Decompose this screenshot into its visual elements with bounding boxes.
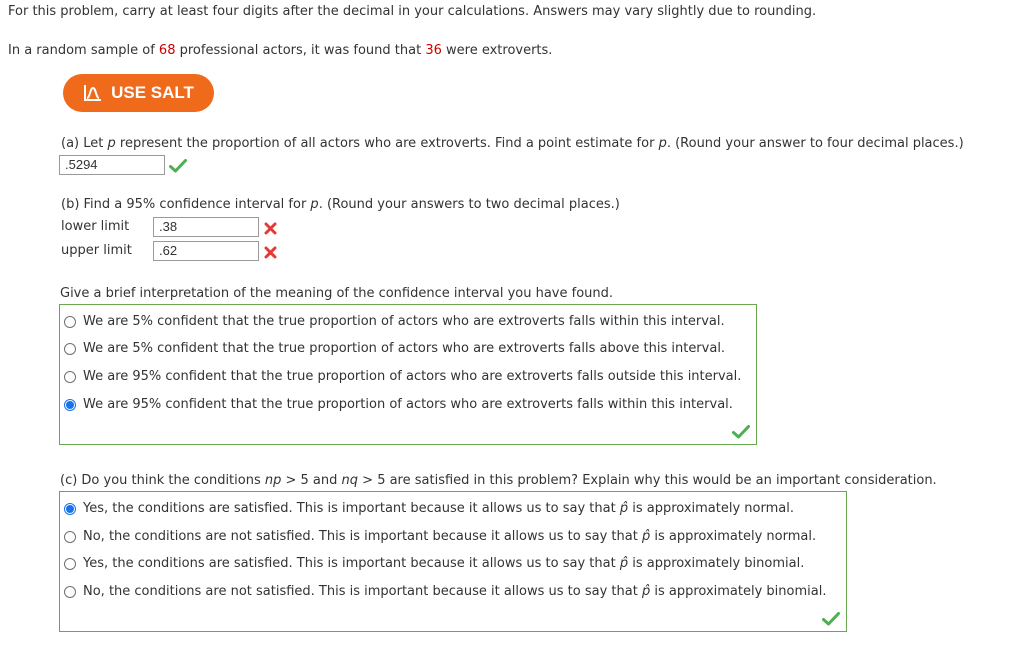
conditions-option-4[interactable]	[64, 584, 826, 599]
interpretation-option-4[interactable]	[64, 397, 733, 412]
part-a-var: p	[107, 136, 116, 151]
part-b-text-2: . (Round your answers to two decimal places.)	[318, 197, 620, 212]
checkmark-icon	[822, 612, 840, 626]
radio-button[interactable]	[64, 558, 76, 570]
checkmark-icon	[169, 159, 187, 173]
use-salt-button[interactable]	[63, 74, 214, 112]
point-estimate-input[interactable]: .5294	[59, 155, 165, 175]
option-label: Yes, the conditions are satisfied. This is important because it allows us to say that p̂ is approximately binomial.	[83, 556, 805, 571]
part-a-text-1: (a) Let	[61, 136, 108, 151]
lower-limit-input[interactable]: .38	[153, 217, 259, 237]
conditions-option-1[interactable]	[64, 501, 794, 516]
option-label: We are 5% confident that the true proportion of actors who are extroverts falls within this interval.	[83, 314, 725, 329]
part-b-question	[61, 197, 620, 213]
radio-button[interactable]	[64, 586, 76, 598]
conditions-option-2[interactable]	[64, 529, 816, 544]
option-label: We are 95% confident that the true proportion of actors who are extroverts falls outside this interval.	[83, 369, 742, 384]
part-a-text-3: . (Round your answer to four decimal places.)	[666, 136, 964, 151]
instructions-text: For this problem, carry at least four digits after the decimal in your calculations. Answers may vary slightly due to rounding.	[8, 4, 817, 19]
problem-middle: professional actors, it was found that	[175, 43, 426, 58]
problem-prefix: In a random sample of	[8, 43, 159, 58]
part-c-text-3: > 5 are satisfied in this problem? Explain why this would be an important consideration.	[358, 473, 937, 488]
part-c-text-1: (c) Do you think the conditions	[60, 473, 265, 488]
salt-chart-icon	[83, 84, 103, 102]
problem-suffix: were extroverts.	[441, 43, 553, 58]
x-mark-icon	[264, 222, 277, 235]
problem-statement	[8, 43, 552, 59]
part-b-text-1: (b) Find a 95% confidence interval for	[61, 197, 311, 212]
interpretation-option-3[interactable]	[64, 369, 741, 384]
x-mark-icon	[264, 246, 277, 259]
radio-button[interactable]	[64, 531, 76, 543]
upper-limit-label: upper limit	[61, 243, 132, 258]
np-term: np	[264, 473, 282, 488]
radio-button-selected[interactable]	[64, 399, 76, 411]
radio-button[interactable]	[64, 343, 76, 355]
option-label: Yes, the conditions are satisfied. This is important because it allows us to say that p̂ is approximately normal.	[83, 501, 794, 516]
part-a-text-2: represent the proportion of all actors who are extroverts. Find a point estimate for	[115, 136, 659, 151]
conditions-option-3[interactable]	[64, 556, 804, 571]
part-b-var: p	[310, 197, 319, 212]
upper-limit-input[interactable]: .62	[153, 241, 259, 261]
part-a-var2: p	[658, 136, 667, 151]
checkmark-icon	[732, 425, 750, 439]
nq-term: nq	[341, 473, 359, 488]
extrovert-count: 36	[425, 43, 442, 58]
sample-size: 68	[158, 43, 176, 58]
part-c-question	[60, 473, 937, 489]
option-label: No, the conditions are not satisfied. This is important because it allows us to say that p̂ is approximately binomial.	[83, 584, 827, 599]
conditions-options	[59, 491, 847, 632]
interpretation-prompt: Give a brief interpretation of the meaning of the confidence interval you have found.	[60, 286, 614, 301]
interpretation-options	[59, 304, 757, 445]
option-label: No, the conditions are not satisfied. This is important because it allows us to say that p̂ is approximately normal.	[83, 529, 817, 544]
radio-button-selected[interactable]	[64, 503, 76, 515]
radio-button[interactable]	[64, 316, 76, 328]
part-c-text-2: > 5 and	[281, 473, 342, 488]
use-salt-label: USE SALT	[111, 83, 194, 102]
radio-button[interactable]	[64, 371, 76, 383]
option-label: We are 5% confident that the true proportion of actors who are extroverts falls above this interval.	[83, 341, 726, 356]
interpretation-option-1[interactable]	[64, 314, 725, 329]
interpretation-option-2[interactable]	[64, 341, 725, 356]
option-label: We are 95% confident that the true proportion of actors who are extroverts falls within this interval.	[83, 397, 733, 412]
lower-limit-label: lower limit	[61, 219, 130, 234]
part-a-question	[61, 136, 964, 152]
